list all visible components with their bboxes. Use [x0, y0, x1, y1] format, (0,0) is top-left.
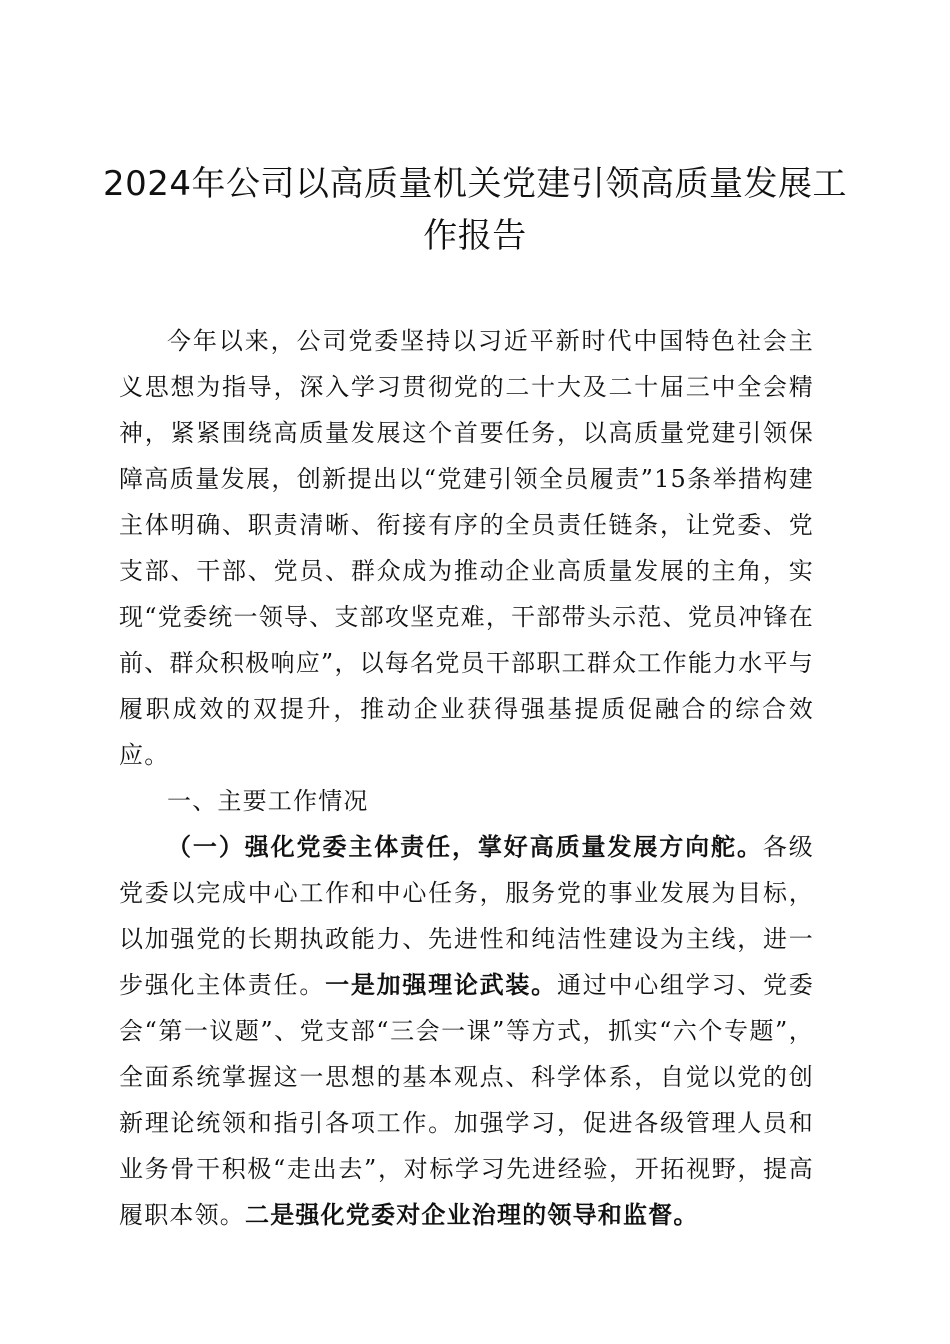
subsection-heading: （一）强化党委主体责任，掌好高质量发展方向舵。: [167, 833, 763, 861]
subsection-text-2: 通过中心组学习、党委会“第一议题”、党支部“三会一课”等方式，抓实“六个专题”，全面系统掌握这一思想的基本观点、科学体系，自觉以党的创新理论统领和指引各项工作。加强学习，促进各级管理人员和业务骨干积极“走出去”，对标学习先进经验，开拓视野，提高履职本领。: [119, 971, 814, 1229]
document-title: 2024年公司以高质量机关党建引领高质量发展工作报告: [102, 164, 848, 256]
intro-paragraph: 今年以来，公司党委坚持以习近平新时代中国特色社会主义思想为指导，深入学习贯彻党的二十大及二十届三中全会精神，紧紧围绕高质量发展这个首要任务，以高质量党建引领保障高质量发展，创新提出以“党建引领全员履责”15条举措构建主体明确、职责清晰、衔接有序的全员责任链条，让党委、党支部、干部、党员、群众成为推动企业高质量发展的主角，实现“党委统一领导、支部攻坚克难，干部带头示范、党员冲锋在前、群众积极响应”，以每名党员干部职工群众工作能力水平与履职成效的双提升，推动企业获得强基提质促融合的综合效应。: [119, 327, 814, 769]
subsection-paragraph: [119, 824, 814, 1238]
point-2-heading: 二是强化党委对企业治理的领导和监督。: [245, 1201, 699, 1229]
subsection-text-1: 各级党委以完成中心工作和中心任务，服务党的事业发展为目标，以加强党的长期执政能力、先进性和纯洁性建设为主线，进一步强化主体责任。: [119, 833, 814, 999]
point-1-heading: 一是加强理论武装。: [325, 971, 557, 999]
section-heading: 一、主要工作情况: [167, 787, 369, 815]
document-body: [119, 318, 814, 1238]
